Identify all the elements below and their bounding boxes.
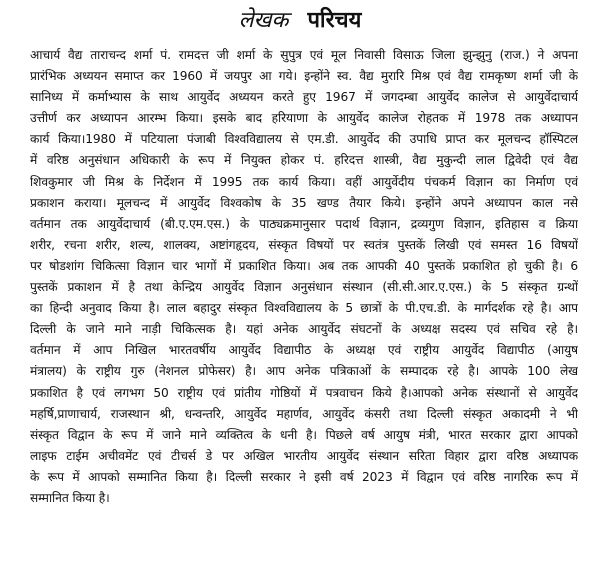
text-line: प्रकाशन कराया। मूलचन्द में आयुर्वेद विश्वकोष के 35 खण्ड तैयार किये। इन्होंने अपने अध्यापन काल नसे xyxy=(30,195,578,210)
text-line: आचार्य वैद्य ताराचन्द शर्मा पं. रामदत्त जी शर्मा के सुपुत्र एवं मूल निवासी विसाऊ जिला झुन्झुनु (राज.) ने अपना xyxy=(30,48,578,62)
text-line: उत्तीर्ण कर अध्यापन आरम्भ किया। इसके बाद हरियाणा के आयुर्वेद कालेज रोहतक में 1978 तक अध्यापन xyxy=(30,111,578,126)
text-line: संस्कृत विद्वान के रूप में जाने माने व्यक्तित्व के धनी है। पिछले वर्ष आयुष मंत्री, भारत सरकार द्वारा आपको xyxy=(30,427,578,442)
text-line: महर्षि,प्राणाचार्य, राजस्थान श्री, धन्वन्तरि, आयुर्वेद महार्णव, आयुर्वेद कंसरी तथा दिल्ली संस्कृत अकादमी ने भी xyxy=(30,406,578,421)
author-bio-paragraph xyxy=(30,45,578,509)
text-line: का हिन्दी अनुवाद किया है। लाल बहादुर संस्कृत विश्वविद्यालय के 5 छात्रों के पी.एच.डी. के मार्गदर्शक रहे है। आप xyxy=(30,301,578,316)
text-line: के रूप में आपको सम्मानित किया है। दिल्ली सरकार ने इसी वर्ष 2023 में विद्वान एवं वरिष्ठ नागरिक रूप में xyxy=(30,469,578,484)
page-title xyxy=(0,6,600,36)
text-line: पर षोडशांग चिकित्सा विज्ञान चार भागों में प्रकाशित किया। अब तक आपकी 40 पुस्तकें प्रकाशित हो चुकी है। 6 xyxy=(30,258,578,273)
text-line: प्रारंभिक अध्ययन समाप्त कर 1960 में जयपुर आ गये। इन्होंने स्व. वैद्य मुरारि मिश्र एवं वैद्य रामकृष्ण शर्मा जी के xyxy=(30,69,578,84)
text-line: सानिध्य में कर्माभ्यास के साथ आयुर्वेद अध्ययन करते हुए 1967 में जगदम्बा आयुर्वेद कालेज से आयुर्वेदाचार्य xyxy=(30,90,578,105)
title-word-parichay: परिचय xyxy=(307,8,362,33)
text-line: कार्य किया।1980 में पटियाला पंजाबी विश्वविद्यालय से एम.डी. आयुर्वेद की उपाधि प्राप्त कर मूलचन्द हॉस्पिटल xyxy=(30,132,578,147)
title-word-lekhak: लेखक xyxy=(238,8,289,33)
text-line: पुस्तकें प्रकाशन में है तथा केन्द्रिय आयुर्वेद विज्ञान अनुसंधान संस्थान (सी.सी.आर.ए.एस.) के 5 संस्कृत ग्रन्थों xyxy=(30,280,578,295)
text-line: प्रकाशित है एवं लगभग 50 राष्ट्रीय एवं प्रांतीय गोष्ठियों में पत्रवाचन किये है।आपको अनेक संस्थानों से आयुर्वेद xyxy=(30,385,578,400)
text-line: मंत्रालय) के राष्ट्रीय गुरु (नेशनल प्रोफेसर) है। आप अनेक पत्रिकाओं के सम्पादक रहे है। आपके 100 लेख xyxy=(30,364,578,379)
text-line: वर्तमान तक आयुर्वेदाचार्य (बी.ए.एम.एस.) के पाठ्यक्रमानुसार पदार्थ विज्ञान, द्रव्यगुण विज्ञान, इतिहास व क्रिया xyxy=(30,216,578,231)
text-line: शरीर, रचना शरीर, शल्य, शालक्य, अष्टांगहृदय, संस्कृत विषयों पर स्वतंत्र पुस्तकें लिखी एवं समस्त 16 विषयों xyxy=(30,237,578,252)
text-line: लाइफ टाईम अचीवमेंट एवं टीचर्स डे पर अखिल भारतीय आयुर्वेद संस्थान सरिता विहार द्वारा वरिष्ठ अध्यापक xyxy=(30,448,578,463)
text-line: शिवकुमार जी मिश्र के निर्देशन में 1995 तक कार्य किया। वहीं आयुर्वेदीय पंचकर्म विज्ञान का निर्माण एवं xyxy=(30,174,578,189)
text-line: सम्मानित किया है। xyxy=(30,490,110,505)
text-line: दिल्ली के जाने माने नाड़ी चिकित्सक है। यहां अनेक आयुर्वेद संघटनों के अध्यक्ष सदस्य एवं सचिव रहे है। xyxy=(30,322,578,337)
text-line: वर्तमान में आप निखिल भारतवर्षीय आयुर्वेद विद्यापीठ के अध्यक्ष एवं राष्ट्रीय आयुर्वेद विद्यापीठ (आयुष xyxy=(30,343,578,358)
text-line: में वरिष्ठ अनुसंधान अधिकारी के रूप में नियुक्त होकर पं. हरिदत्त शास्त्री, वैद्य मुकुन्दी लाल द्विवेदी एवं वैद्य xyxy=(30,153,578,168)
